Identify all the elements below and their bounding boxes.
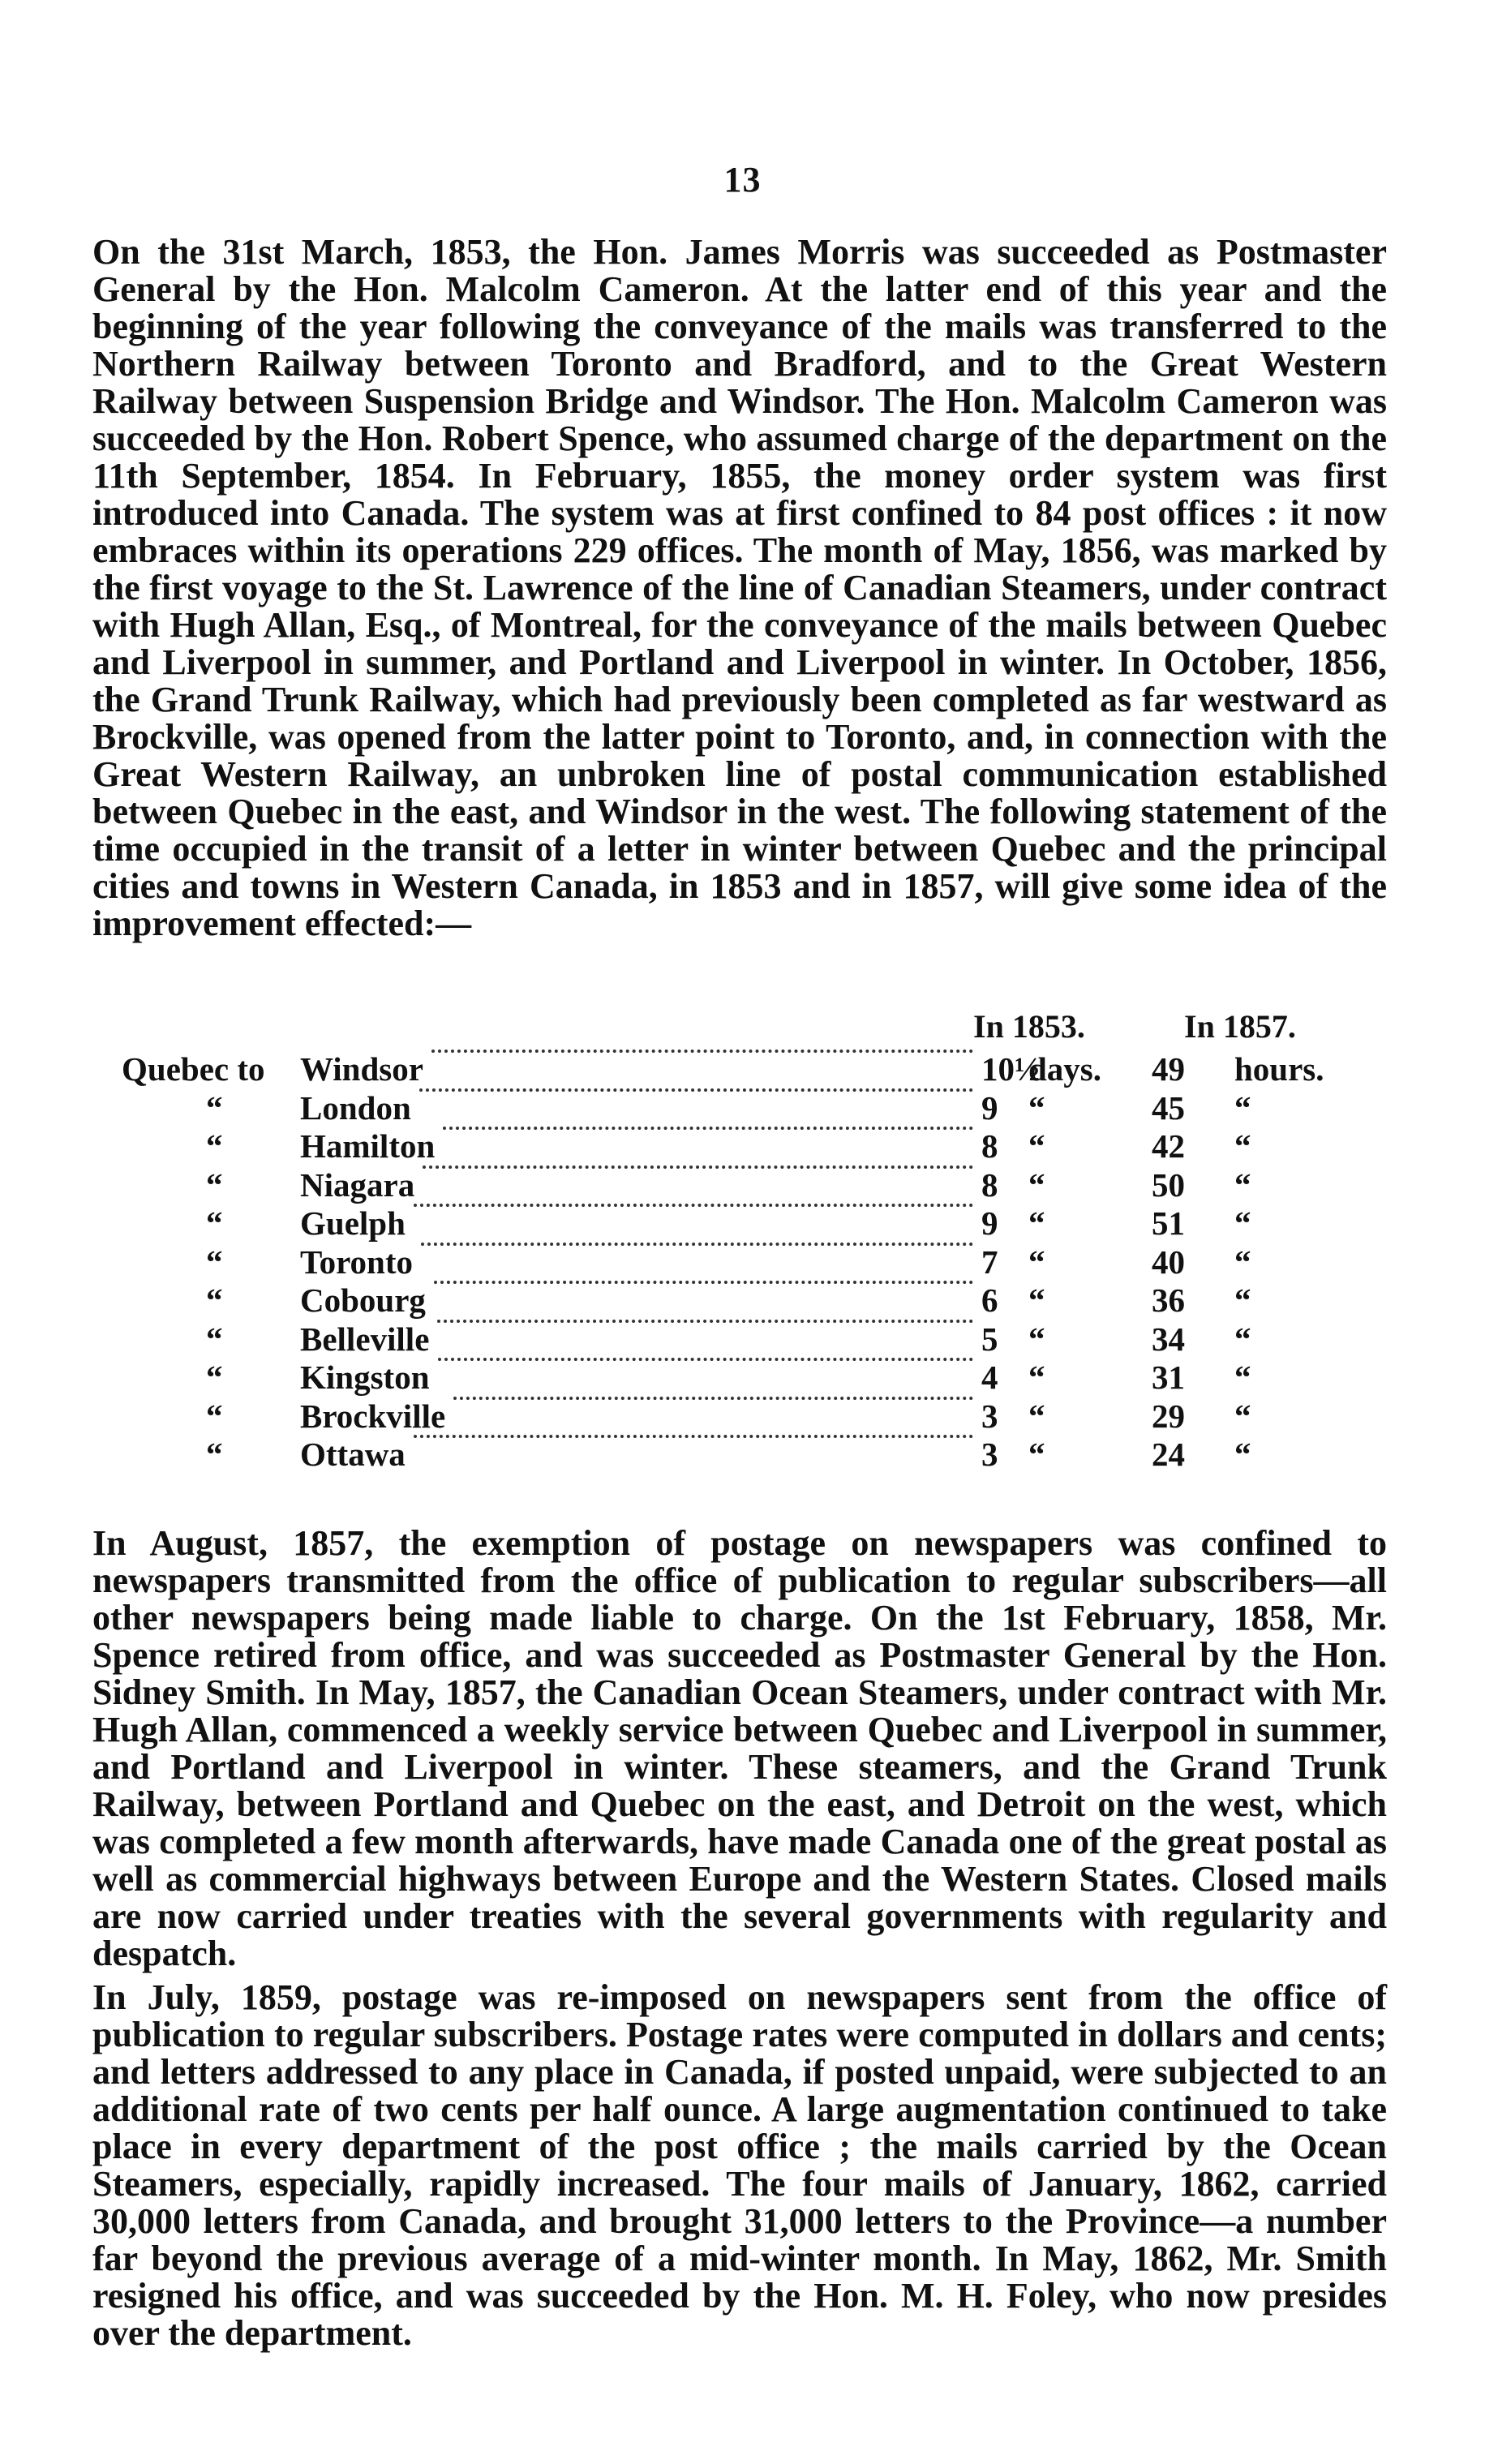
ditto-mark: “ (206, 1281, 223, 1319)
table-row (122, 1204, 1387, 1243)
dot-leader (437, 1320, 973, 1323)
unit-1853: “ (1028, 1243, 1045, 1281)
ditto-mark: “ (206, 1243, 223, 1281)
paragraph-postmasters-1853-1856: On the 31st March, 1853, the Hon. James Morris was succeeded as Postmaster General by the Hon. Malcolm Cameron. At the latter end of this year and the beginning of the year following the conveyance of the mails was transferred to the Northern Railway between Toronto and Bradford, and to the Great Western Railway between Suspension Bridge and Windsor. The Hon. Malcolm Cameron was succeeded by the Hon. Robert Spence, who assumed charge of the department on the 11th September, 1854. In February, 1855, the money order system was first introduced into Canada. The system was at first confined to 84 post offices : it now embraces within its operations 229 offices. The month of May, 1856, was marked by the first voyage to the St. Lawrence of the line of Canadian Steamers, under contract with Hugh Allan, Esq., of Montreal, for the conveyance of the mails between Quebec and Liverpool in summer, and Portland and Liverpool in winter. In October, 1856, the Grand Trunk Railway, which had previously been completed as far westward as Brockville, was opened from the latter point to Toronto, and, in connection with the Great Western Railway, an unbroken line of postal communication established between Quebec in the east, and Windsor in the west. The following statement of the time occupied in the transit of a letter in winter between Quebec and the principal cities and towns in Western Canada, in 1853 and in 1857, will give some idea of the improvement effected:— (92, 232, 1387, 943)
paragraph-postage-1859-1862: In July, 1859, postage was re-imposed on newspapers sent from the office of publication to regular subscribers. Postage rates were computed in dollars and cents; and letters addressed to any place in Canada, if posted unpaid, were subjected to an additional rate of two cents per half ounce. A large augmentation continued to take place in every department of the post office ; the mails carried by the Ocean Steamers, especially, rapidly increased. The four mails of January, 1862, carried 30,000 letters from Canada, and brought 31,000 letters to the Province—a number far beyond the previous average of a mid-winter month. In May, 1862, Mr. Smith resigned his office, and was succeeded by the Hon. M. H. Foley, who now presides over the department. (92, 1977, 1387, 2353)
unit-1853: “ (1028, 1088, 1045, 1127)
ditto-mark: “ (206, 1165, 223, 1204)
ditto-mark: “ (206, 1397, 223, 1435)
unit-1857: “ (1234, 1359, 1251, 1396)
dot-leader (419, 1088, 973, 1092)
dot-leader (453, 1397, 973, 1400)
unit-1853: “ (1028, 1436, 1045, 1473)
hours-1857: 24 (1152, 1436, 1185, 1473)
hours-1857: 51 (1152, 1204, 1185, 1242)
unit-1853: “ (1028, 1127, 1045, 1165)
hours-1857: 40 (1152, 1243, 1185, 1281)
unit-1857: “ (1234, 1088, 1251, 1127)
ditto-mark: “ (206, 1359, 223, 1396)
days-1853: 3 (981, 1397, 998, 1435)
days-1853: 8 (981, 1127, 998, 1165)
destination-city: Hamilton (300, 1127, 436, 1165)
hours-1857: 31 (1152, 1359, 1185, 1396)
destination-city: Windsor (300, 1050, 423, 1088)
unit-1857: “ (1234, 1165, 1251, 1204)
days-1853: 4 (981, 1359, 998, 1396)
unit-1857: “ (1234, 1320, 1251, 1358)
hours-1857: 42 (1152, 1127, 1185, 1165)
table-row (122, 1127, 1387, 1165)
header-1853: In 1853. (973, 1008, 1085, 1045)
table-row (122, 1050, 1387, 1088)
table-row (122, 1320, 1387, 1359)
dot-leader (443, 1127, 973, 1130)
days-1853: 3 (981, 1436, 998, 1473)
ditto-mark: “ (206, 1088, 223, 1127)
unit-1857: “ (1234, 1436, 1251, 1473)
destination-city: Belleville (300, 1320, 430, 1358)
days-1853: 10½ (981, 1050, 1040, 1088)
destination-city: Toronto (300, 1243, 413, 1281)
table-row (122, 1243, 1387, 1281)
unit-1857: “ (1234, 1127, 1251, 1165)
table-row (122, 1281, 1387, 1320)
destination-city: Niagara (300, 1165, 415, 1204)
destination-city: Guelph (300, 1204, 406, 1242)
destination-city: Brockville (300, 1397, 446, 1435)
unit-1857: hours. (1234, 1050, 1324, 1088)
origin-label: Quebec to (122, 1050, 265, 1088)
table-row (122, 1165, 1387, 1204)
dot-leader (414, 1204, 973, 1207)
page-number: 13 (723, 160, 762, 200)
dot-leader (438, 1358, 973, 1361)
days-1853: 9 (981, 1088, 998, 1127)
days-1853: 7 (981, 1243, 998, 1281)
unit-1853: “ (1028, 1359, 1045, 1396)
table-row (122, 1088, 1387, 1127)
unit-1853: “ (1028, 1204, 1045, 1242)
dot-leader (414, 1435, 973, 1438)
unit-1853: “ (1028, 1397, 1045, 1435)
table-row (122, 1397, 1387, 1436)
ditto-mark: “ (206, 1204, 223, 1242)
ditto-mark: “ (206, 1127, 223, 1165)
days-1853: 8 (981, 1165, 998, 1204)
destination-city: London (300, 1088, 411, 1127)
unit-1853: “ (1028, 1281, 1045, 1319)
paragraph-newspaper-postage-1857: In August, 1857, the exemption of postage on newspapers was confined to newspapers transmitted from the office of publication to regular subscribers—all other newspapers being made liable to charge. On the 1st February, 1858, Mr. Spence retired from office, and was succeeded as Postmaster General by the Hon. Sidney Smith. In May, 1857, the Canadian Ocean Steamers, under contract with Mr. Hugh Allan, commenced a weekly service between Quebec and Liverpool in summer, and Portland and Liverpool in winter. These steamers, and the Grand Trunk Railway, between Portland and Quebec on the east, and Detroit on the west, which was completed a few month afterwards, have made Canada one of the great postal as well as commercial highways between Europe and the Western States. Closed mails are now carried under treaties with the several governments with regularity and despatch. (92, 1523, 1387, 1973)
destination-city: Ottawa (300, 1436, 406, 1473)
unit-1853: “ (1028, 1320, 1045, 1358)
days-1853: 6 (981, 1281, 998, 1319)
ditto-mark: “ (206, 1436, 223, 1473)
table-rows (122, 1050, 1387, 1474)
hours-1857: 34 (1152, 1320, 1185, 1358)
hours-1857: 45 (1152, 1088, 1185, 1127)
transit-time-table (122, 1007, 1387, 1474)
unit-1853: days. (1028, 1050, 1102, 1088)
hours-1857: 29 (1152, 1397, 1185, 1435)
unit-1853: “ (1028, 1165, 1045, 1204)
unit-1857: “ (1234, 1204, 1251, 1242)
hours-1857: 49 (1152, 1050, 1185, 1088)
dot-leader (421, 1243, 973, 1246)
hours-1857: 36 (1152, 1281, 1185, 1319)
dot-leader (431, 1050, 973, 1053)
unit-1857: “ (1234, 1281, 1251, 1319)
days-1853: 5 (981, 1320, 998, 1358)
unit-1857: “ (1234, 1243, 1251, 1281)
days-1853: 9 (981, 1204, 998, 1242)
ditto-mark: “ (206, 1320, 223, 1358)
table-header (122, 1007, 1387, 1050)
destination-city: Kingston (300, 1359, 430, 1396)
dot-leader (434, 1281, 973, 1284)
header-1857: In 1857. (1184, 1008, 1296, 1045)
dot-leader (423, 1165, 973, 1169)
table-row (122, 1358, 1387, 1397)
unit-1857: “ (1234, 1397, 1251, 1435)
table-row (122, 1435, 1387, 1474)
hours-1857: 50 (1152, 1165, 1185, 1204)
destination-city: Cobourg (300, 1281, 426, 1319)
